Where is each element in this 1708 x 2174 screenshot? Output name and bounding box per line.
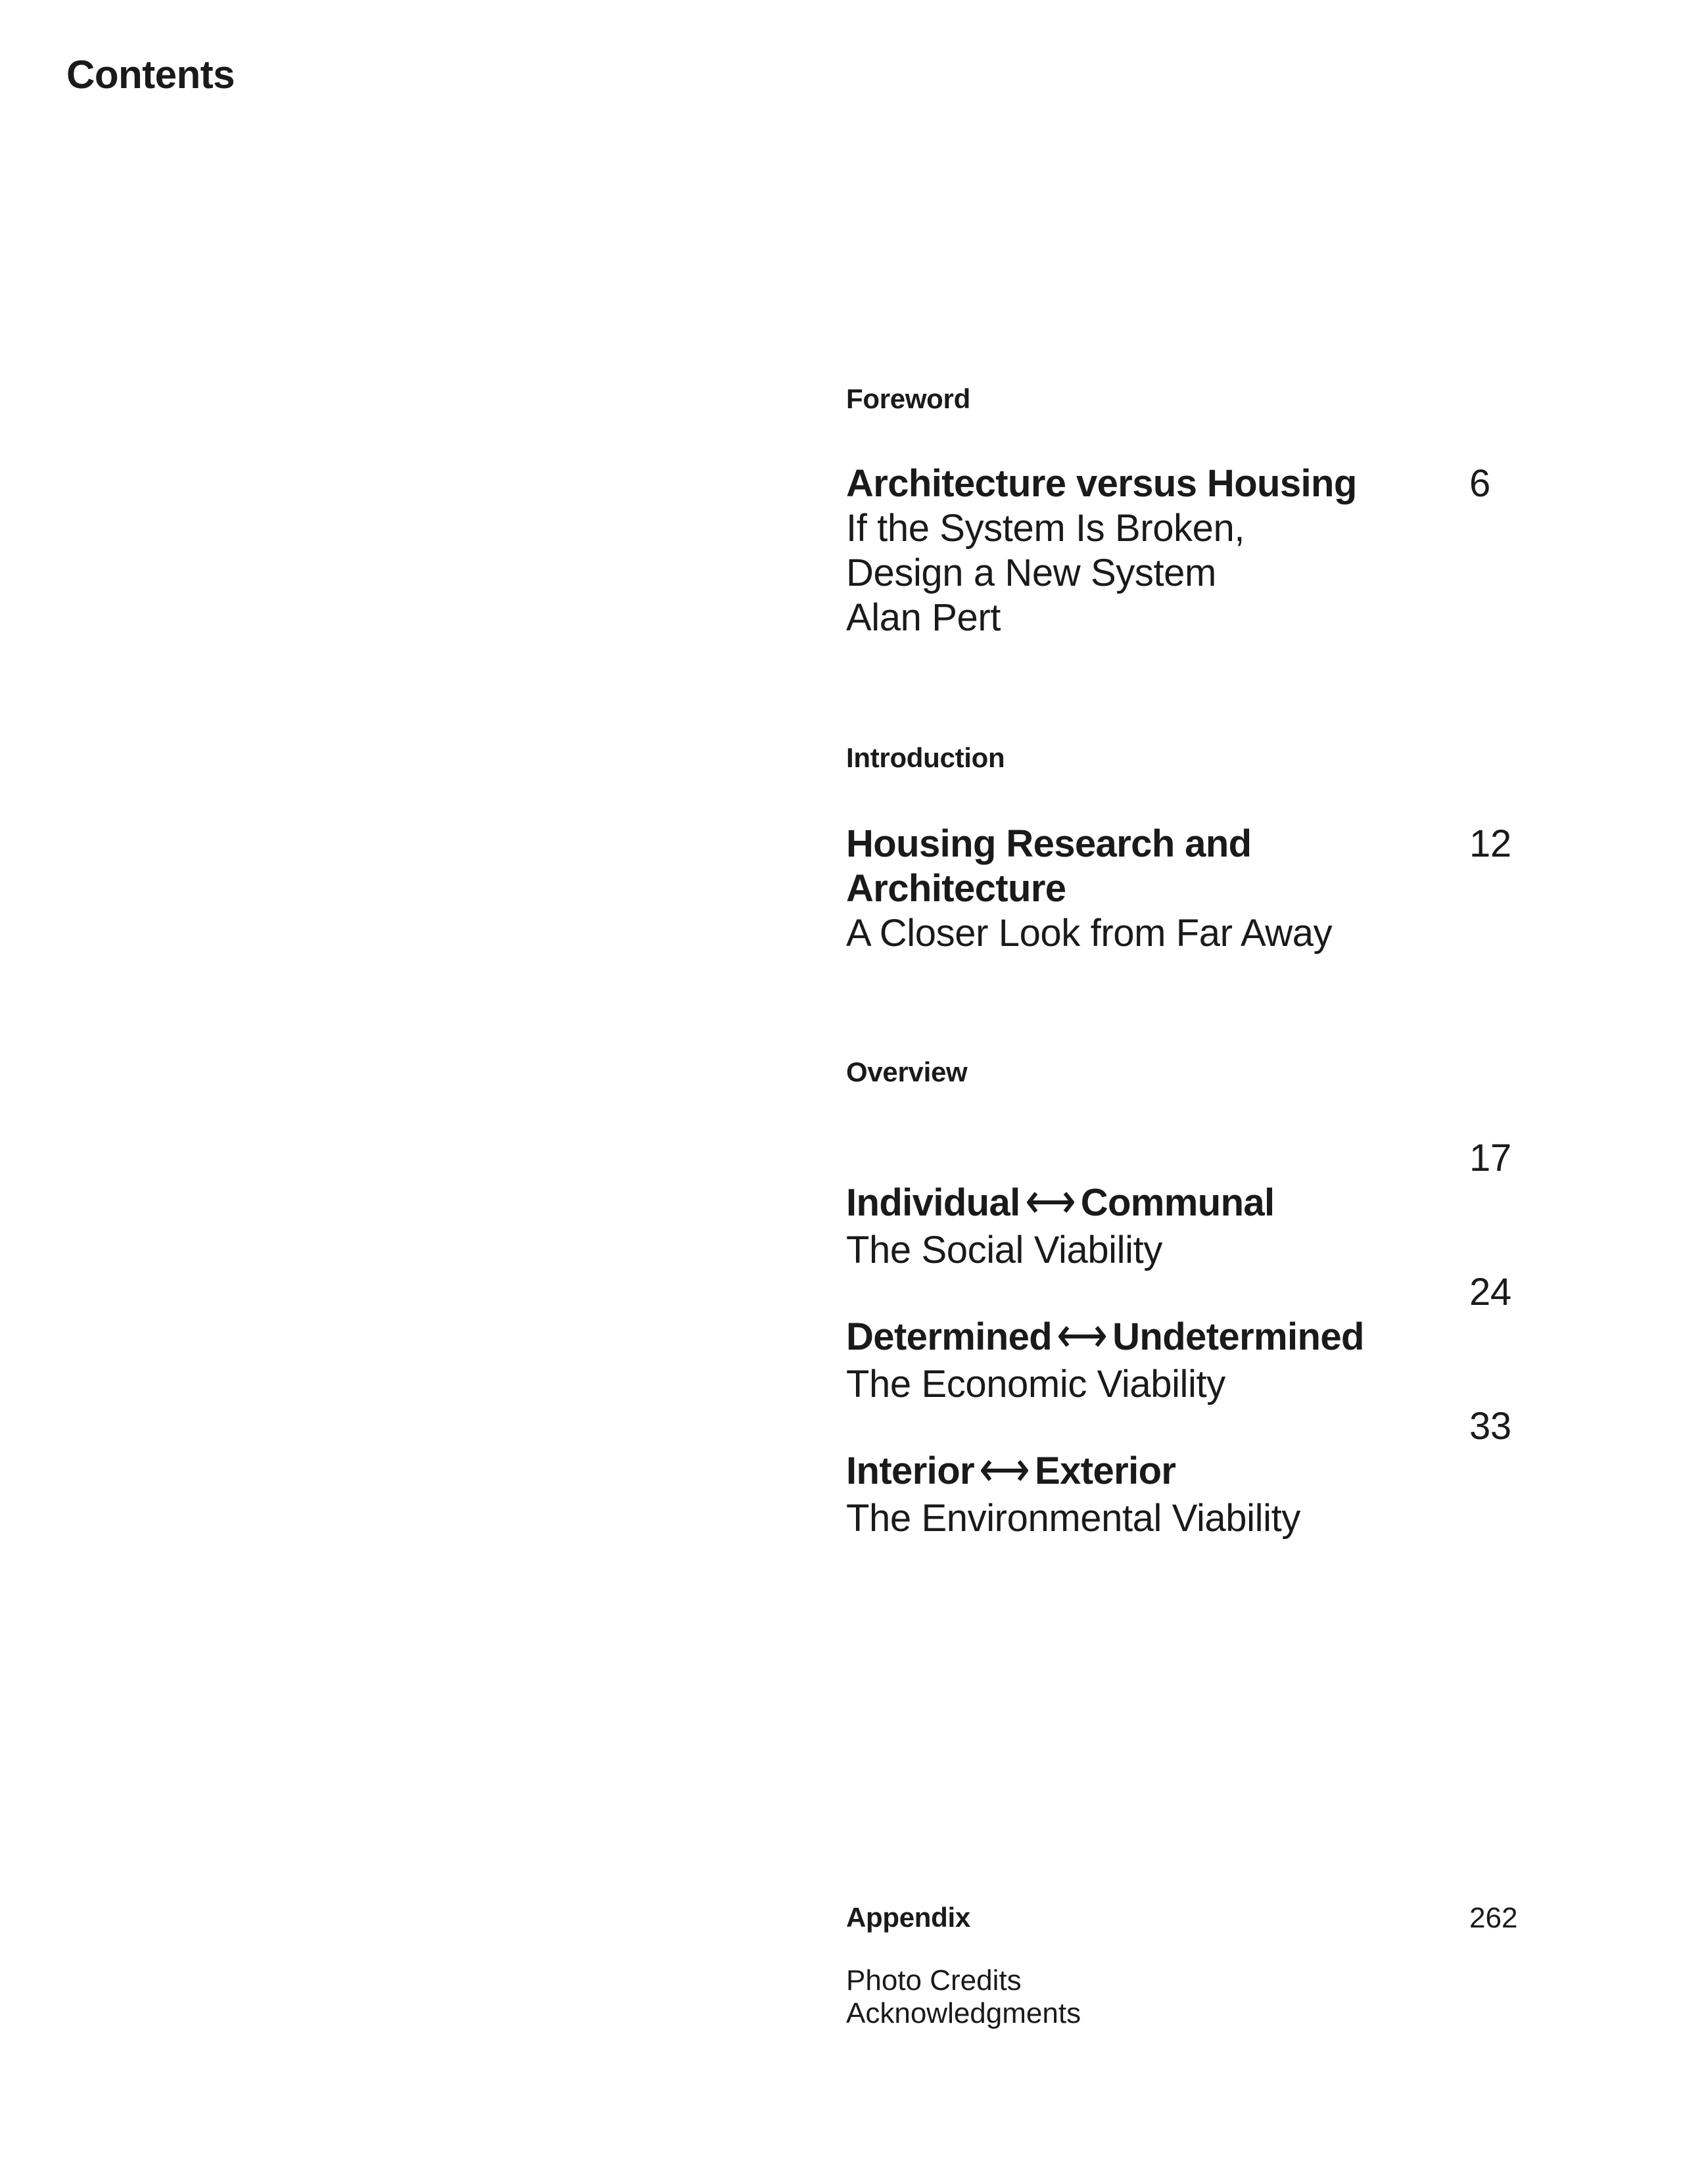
toc-entry-determined-undetermined[interactable]	[846, 1270, 1569, 1407]
entry-subtitle: The Environmental Viability	[846, 1496, 1300, 1540]
page-number-individual-communal: 17	[1469, 1137, 1511, 1179]
entry-title-left: Individual	[846, 1181, 1020, 1224]
appendix-item-acknowledgments[interactable]: Acknowledgments	[846, 1997, 1081, 2029]
double-arrow-icon	[1058, 1313, 1106, 1358]
entry-subtitle: The Economic Viability	[846, 1362, 1225, 1406]
toc-entry-introduction[interactable]	[846, 822, 1569, 956]
page-number-foreword: 6	[1469, 462, 1490, 505]
page-number-interior-exterior: 33	[1469, 1405, 1511, 1448]
section-label-introduction: Introduction	[846, 742, 1005, 773]
entry-title: Architecture versus Housing	[846, 462, 1357, 505]
page-number-introduction: 12	[1469, 822, 1511, 865]
toc-entry-individual-communal[interactable]	[846, 1136, 1569, 1273]
entry-title-right: Undetermined	[1112, 1315, 1364, 1358]
entry-title	[846, 1136, 1569, 1228]
entry-subtitle: The Social Viability	[846, 1228, 1162, 1271]
page-title: Contents	[66, 53, 235, 97]
entry-title	[846, 1404, 1569, 1496]
section-label-overview: Overview	[846, 1056, 968, 1087]
entry-subtitle: If the System Is Broken, Design a New System Alan Pert	[846, 507, 1245, 639]
entry-title-left: Interior	[846, 1450, 974, 1492]
entry-title-right: Communal	[1080, 1181, 1275, 1224]
double-arrow-icon	[981, 1448, 1028, 1492]
entry-title: Housing Research and Architecture	[846, 822, 1252, 910]
entry-title-left: Determined	[846, 1315, 1053, 1358]
entry-title	[846, 1270, 1569, 1362]
double-arrow-icon	[1027, 1179, 1074, 1224]
appendix-item-photo-credits[interactable]: Photo Credits	[846, 1964, 1022, 1997]
page-number-appendix: 262	[1469, 1902, 1518, 1934]
appendix-list	[846, 1964, 1081, 2030]
section-label-appendix: Appendix	[846, 1902, 970, 1933]
section-label-foreword: Foreword	[846, 383, 970, 414]
entry-title-right: Exterior	[1035, 1450, 1176, 1492]
page-number-determined-undetermined: 24	[1469, 1271, 1511, 1313]
toc-entry-foreword[interactable]	[846, 461, 1569, 640]
entry-subtitle: A Closer Look from Far Away	[846, 912, 1333, 955]
toc-entry-interior-exterior[interactable]	[846, 1404, 1569, 1541]
